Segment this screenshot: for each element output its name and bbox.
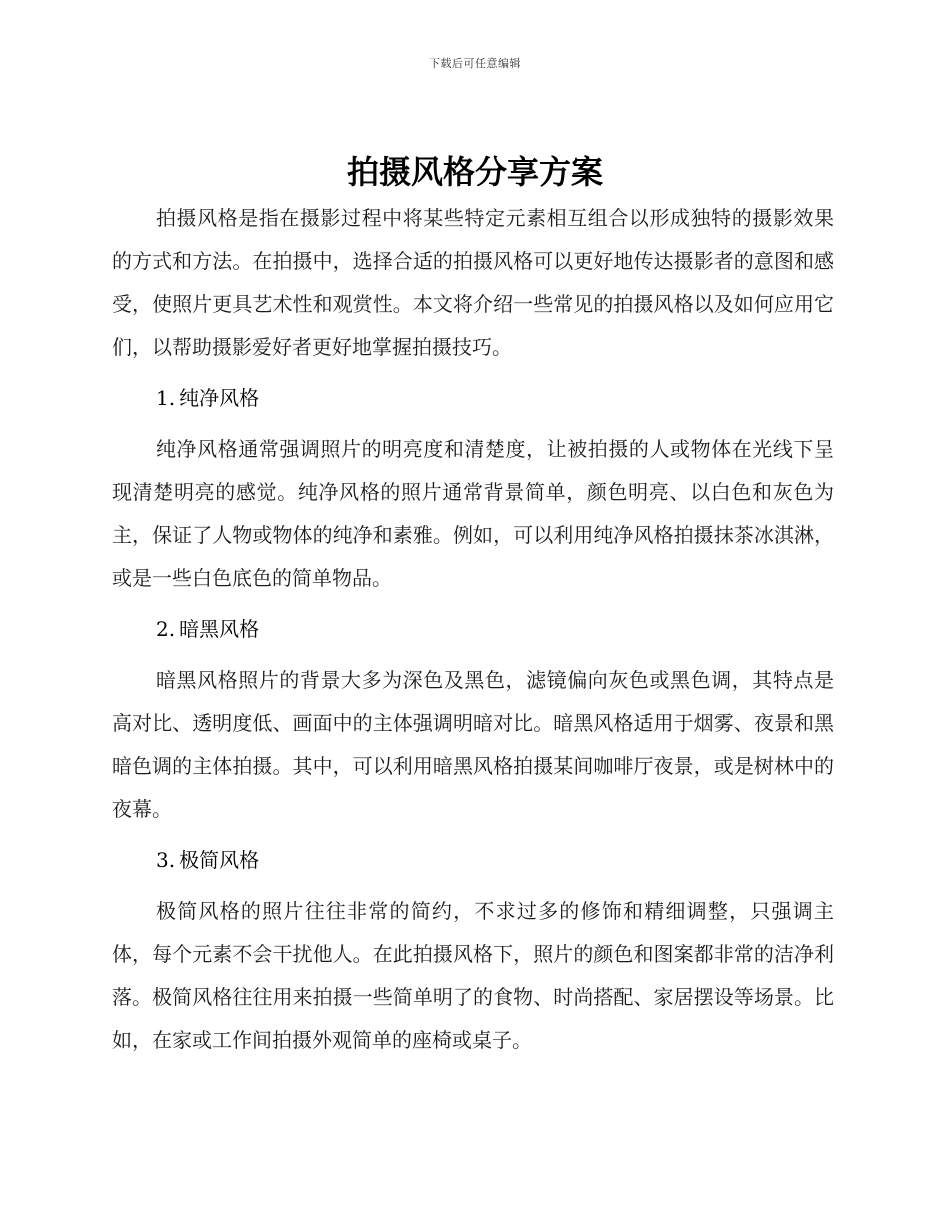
section-number: 3.: [156, 848, 176, 872]
header-note: 下载后可任意编辑: [429, 57, 521, 70]
section-heading-pure: [112, 380, 834, 416]
document-body: [112, 197, 834, 1062]
section-title: 极简风格: [179, 848, 260, 872]
section-title: 暗黑风格: [179, 617, 260, 641]
section-heading-minimal: [112, 842, 834, 878]
section-paragraph-dark: 暗黑风格照片的背景大多为深色及黑色，滤镜偏向灰色或黑色调，其特点是高对比、透明度低、画面中的主体强调明暗对比。暗黑风格适用于烟雾、夜景和黑暗色调的主体拍摄。其中，可以利用暗黑风格拍摄某间咖啡厅夜景，或是树林中的夜幕。: [112, 668, 834, 821]
section-number: 1.: [156, 386, 176, 410]
section-title: 纯净风格: [179, 386, 260, 410]
section-paragraph-pure: 纯净风格通常强调照片的明亮度和清楚度，让被拍摄的人或物体在光线下呈现清楚明亮的感觉。纯净风格的照片通常背景简单，颜色明亮、以白色和灰色为主，保证了人物或物体的纯净和素雅。例如，可以利用纯净风格拍摄抹茶冰淇淋，或是一些白色底色的简单物品。: [112, 437, 834, 590]
section-paragraph-minimal: 极简风格的照片往往非常的简约，不求过多的修饰和精细调整，只强调主体，每个元素不会干扰他人。在此拍摄风格下，照片的颜色和图案都非常的洁净利落。极简风格往往用来拍摄一些简单明了的食物、时尚搭配、家居摆设等场景。比如，在家或工作间拍摄外观简单的座椅或桌子。: [112, 899, 834, 1052]
document-title: 拍摄风格分享方案: [346, 153, 603, 191]
section-number: 2.: [156, 617, 176, 641]
intro-paragraph: 拍摄风格是指在摄影过程中将某些特定元素相互组合以形成独特的摄影效果的方式和方法。在拍摄中，选择合适的拍摄风格可以更好地传达摄影者的意图和感受，使照片更具艺术性和观赏性。本文将介绍一些常见的拍摄风格以及如何应用它们，以帮助摄影爱好者更好地掌握拍摄技巧。: [112, 206, 834, 359]
section-heading-dark: [112, 611, 834, 647]
